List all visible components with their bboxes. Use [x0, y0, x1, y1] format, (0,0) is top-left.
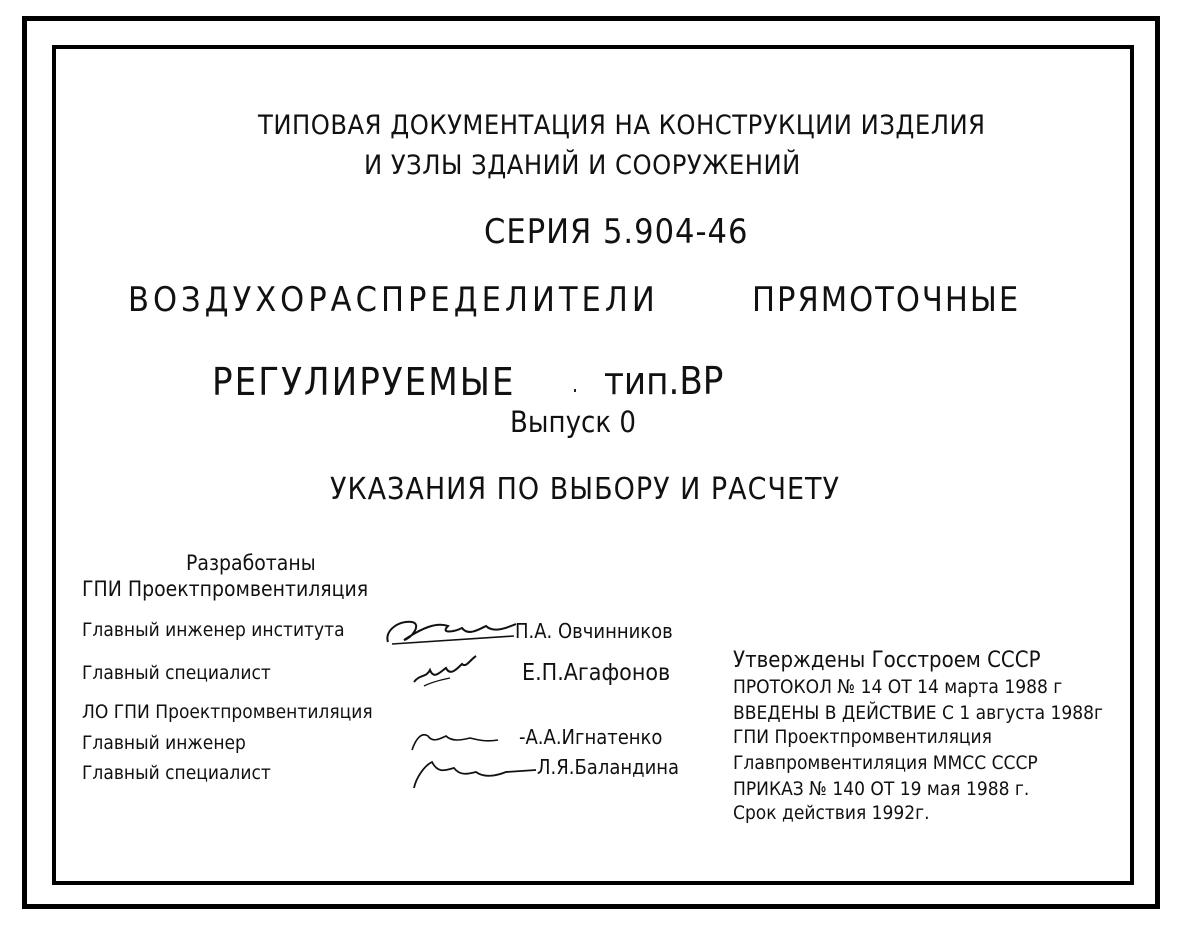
approval-line-5: Главпромвентиляция ММСС СССР: [733, 752, 1038, 774]
name-agafonov: Е.П.Агафонов: [522, 660, 671, 686]
name-balandina: Л.Я.Баландина: [537, 755, 680, 779]
stray-mark: [574, 389, 576, 392]
title-part-3: РЕГУЛИРУЕМЫЕ: [212, 360, 516, 404]
title-part-1: ВОЗДУХОРАСПРЕДЕЛИТЕЛИ: [128, 280, 659, 320]
approval-line-6: ПРИКАЗ № 140 ОТ 19 мая 1988 г.: [733, 778, 1030, 800]
document-subtitle: УКАЗАНИЯ ПО ВЫБОРУ И РАСЧЕТУ: [330, 472, 840, 507]
header-line-2: И УЗЛЫ ЗДАНИЙ И СООРУЖЕНИЙ: [364, 150, 801, 181]
series-title: СЕРИЯ 5.904-46: [484, 212, 749, 252]
name-ignatenko: -А.А.Игнатенко: [519, 725, 663, 749]
developer-heading: Разработаны: [186, 551, 316, 575]
signature-ovchinnikov: [382, 608, 522, 650]
role-chief-specialist: Главный специалист: [82, 662, 271, 684]
role-chief-engineer-institute: Главный инженер института: [82, 619, 345, 641]
signature-agafonov: [410, 652, 480, 692]
approval-line-4: ГПИ Проектпромвентиляция: [733, 726, 992, 748]
type-label: тип.ВР: [604, 359, 724, 403]
title-part-2: ПРЯМОТОЧНЫЕ: [752, 280, 1021, 320]
approval-line-7: Срок действия 1992г.: [733, 802, 930, 824]
approval-line-3: ВВЕДЕНЫ В ДЕЙСТВИЕ С 1 августа 1988г: [733, 702, 1104, 724]
header-line-1: ТИПОВАЯ ДОКУМЕНТАЦИЯ НА КОНСТРУКЦИИ ИЗДЕЛИЯ: [258, 110, 986, 141]
developer-org: ГПИ Проектпромвентиляция: [82, 577, 369, 601]
approval-line-2: ПРОТОКОЛ № 14 ОТ 14 марта 1988 г: [733, 676, 1063, 698]
branch-org: ЛО ГПИ Проектпромвентиляция: [82, 701, 373, 723]
name-ovchinnikov: П.А. Овчинников: [515, 619, 673, 643]
issue-label: Выпуск 0: [510, 405, 636, 439]
approval-line-1: Утверждены Госстроем СССР: [733, 648, 1041, 673]
role-chief-engineer: Главный инженер: [82, 732, 246, 754]
signature-balandina: [410, 752, 540, 792]
role-chief-specialist-2: Главный специалист: [82, 762, 271, 784]
